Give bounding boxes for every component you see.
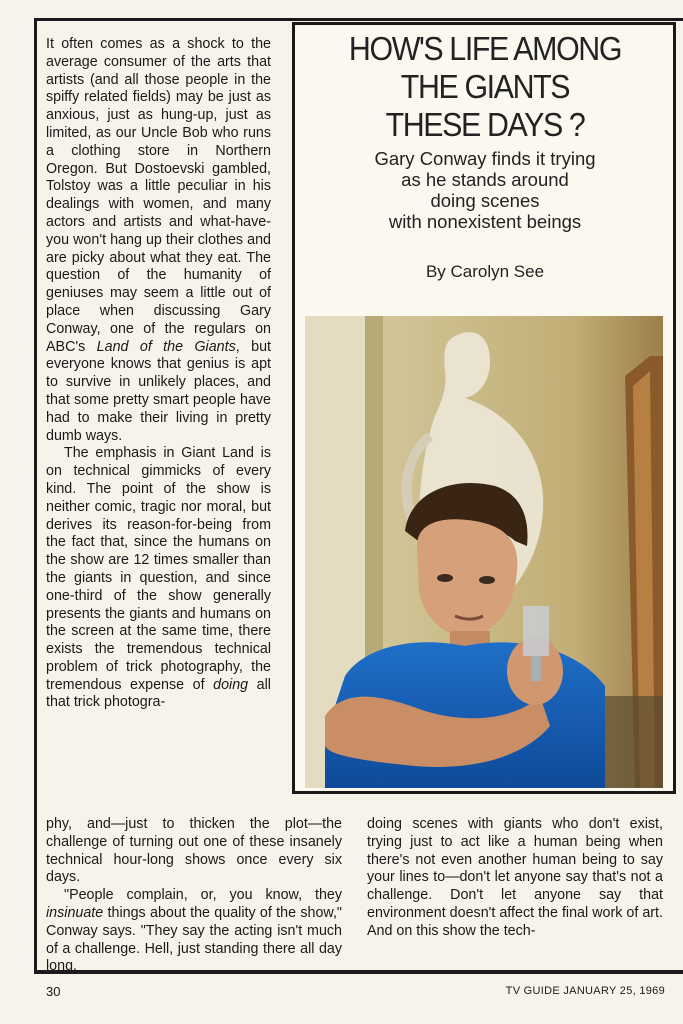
subhead-line-2: as he stands around bbox=[401, 169, 569, 190]
paragraph-2-tail: phy, and—just to thicken the plot—the challenge of turning out one of these insanely technical hour-long shows once every six days. bbox=[46, 816, 342, 886]
article-column-left bbox=[46, 36, 271, 712]
headline-line-2: THE GIANTS bbox=[400, 68, 570, 105]
page-number: 30 bbox=[46, 984, 61, 999]
byline: By Carolyn See bbox=[425, 262, 545, 281]
paragraph-3-text: "People complain, or, you know, they bbox=[64, 887, 342, 904]
paragraph-2-text: The emphasis in Giant Land is on technical gimmicks of every kind. The point of the show is neither comic, tragic nor moral, but derives its reason-for-being from the fact that, since the humans on the show are 12 times smaller than the giants in question, and since one-third of the show generally presents the giants and humans on the screen at the same time, there exists the tremendous technical problem of trick photography, the tremendous expense of bbox=[46, 445, 271, 693]
subhead-line-3: doing scenes bbox=[430, 190, 540, 211]
paragraph-4: doing scenes with giants who don't exist, trying just to act like a human being when there's not even another human being to say your lines to—don't let anyone say that's not a challenge. Don't let anyone say that environment doesn't affect the final work of art. And on this show the tech- bbox=[367, 816, 663, 939]
paragraph-1-text: It often comes as a shock to the average consumer of the arts that artists (and all those people in the spiffy related fields) may be just as anxious, just as hung-up, just as limited, as our Uncle Bob who runs a clothing store in Northern Oregon. But Dostoevski gambled, Tolstoy was a little peculiar in his dealings with women, and many actors and artists and what-have-you won't hang up their clothes and are picky about what they eat. The question of the humanity of geniuses may seem a little out of place when discussing Gary Conway, one of the regulars on ABC's bbox=[46, 36, 271, 355]
footer-credit: TV GUIDE JANUARY 25, 1969 bbox=[505, 985, 665, 997]
headline bbox=[319, 30, 650, 144]
paragraph-2 bbox=[46, 445, 271, 712]
subhead-line-4: with nonexistent beings bbox=[388, 211, 582, 232]
paragraph-2-continuation bbox=[46, 816, 342, 887]
paragraph-3-end: things about the quality of the show," Conway says. "They say the acting isn't much of a challenge. Hell, just standing there all day long, bbox=[46, 904, 342, 975]
paragraph-2-end: all that trick photogra- bbox=[46, 676, 271, 711]
subhead bbox=[305, 148, 665, 232]
paragraph-1-end: , but everyone knows that genius is apt to survive in unlikely places, and that some pretty smart people have had to make their living in pretty dumb ways. bbox=[46, 338, 272, 444]
show-title: Land of the Giants bbox=[96, 338, 236, 355]
article-column-bottom-left bbox=[46, 816, 342, 976]
paragraph-3 bbox=[46, 887, 342, 976]
photo-gary-conway bbox=[305, 316, 663, 788]
article-column-bottom-right bbox=[367, 816, 663, 941]
headline-line-3: THESE DAYS ? bbox=[385, 106, 585, 143]
emphasis-doing: doing bbox=[213, 676, 249, 693]
subhead-line-1: Gary Conway finds it trying bbox=[374, 148, 596, 169]
paragraph-1 bbox=[46, 36, 271, 445]
emphasis-insinuate: insinuate bbox=[46, 904, 104, 921]
headline-line-1: HOW'S LIFE AMONG bbox=[348, 30, 622, 67]
